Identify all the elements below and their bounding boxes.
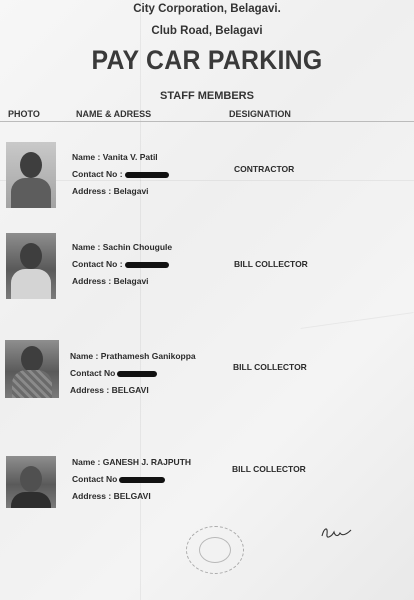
redaction-bar [117, 371, 157, 377]
member-contact-label: Contact No : [72, 259, 123, 269]
member-photo [6, 456, 56, 508]
redaction-bar [125, 172, 169, 178]
member-designation: BILL COLLECTOR [233, 362, 307, 372]
member-name: Name : Vanita V. Patil [72, 152, 158, 162]
member-contact-label: Contact No [72, 474, 118, 484]
member-contact-label: Contact No [70, 368, 116, 378]
member-designation: BILL COLLECTOR [234, 259, 308, 269]
header-address: Club Road, Belagavi [151, 25, 263, 37]
column-header-designation: DESIGNATION [229, 109, 291, 119]
section-subtitle: STAFF MEMBERS [160, 90, 254, 102]
header-divider [0, 121, 414, 122]
staff-member-row [0, 340, 414, 420]
member-contact [70, 365, 196, 382]
staff-member-row [0, 142, 414, 222]
redaction-bar [119, 477, 165, 483]
staff-member-row [0, 452, 414, 532]
signature [318, 522, 358, 544]
member-designation: BILL COLLECTOR [232, 464, 306, 474]
column-header-name-address: NAME & ADRESS [76, 109, 152, 119]
office-stamp [186, 526, 244, 574]
header-organization: City Corporation, Belagavi. [133, 3, 281, 15]
member-photo [5, 340, 59, 398]
member-contact [72, 471, 191, 488]
page-title: PAY CAR PARKING [91, 45, 323, 75]
member-contact-label: Contact No : [72, 169, 123, 179]
member-contact [72, 256, 172, 273]
staff-member-row [0, 233, 414, 313]
member-photo [6, 233, 56, 299]
column-header-photo: PHOTO [8, 109, 40, 119]
member-name: Name : Prathamesh Ganikoppa [70, 351, 196, 361]
member-contact [72, 166, 169, 183]
member-designation: CONTRACTOR [234, 164, 295, 174]
member-address: Address : BELGAVI [70, 385, 149, 395]
member-address: Address : BELGAVI [72, 491, 151, 501]
member-name: Name : Sachin Chougule [72, 242, 173, 252]
member-address: Address : Belagavi [72, 186, 149, 196]
member-name: Name : GANESH J. RAJPUTH [72, 457, 192, 467]
redaction-bar [125, 262, 169, 268]
paper-crease [300, 312, 413, 329]
member-photo [6, 142, 56, 208]
member-address: Address : Belagavi [72, 276, 149, 286]
